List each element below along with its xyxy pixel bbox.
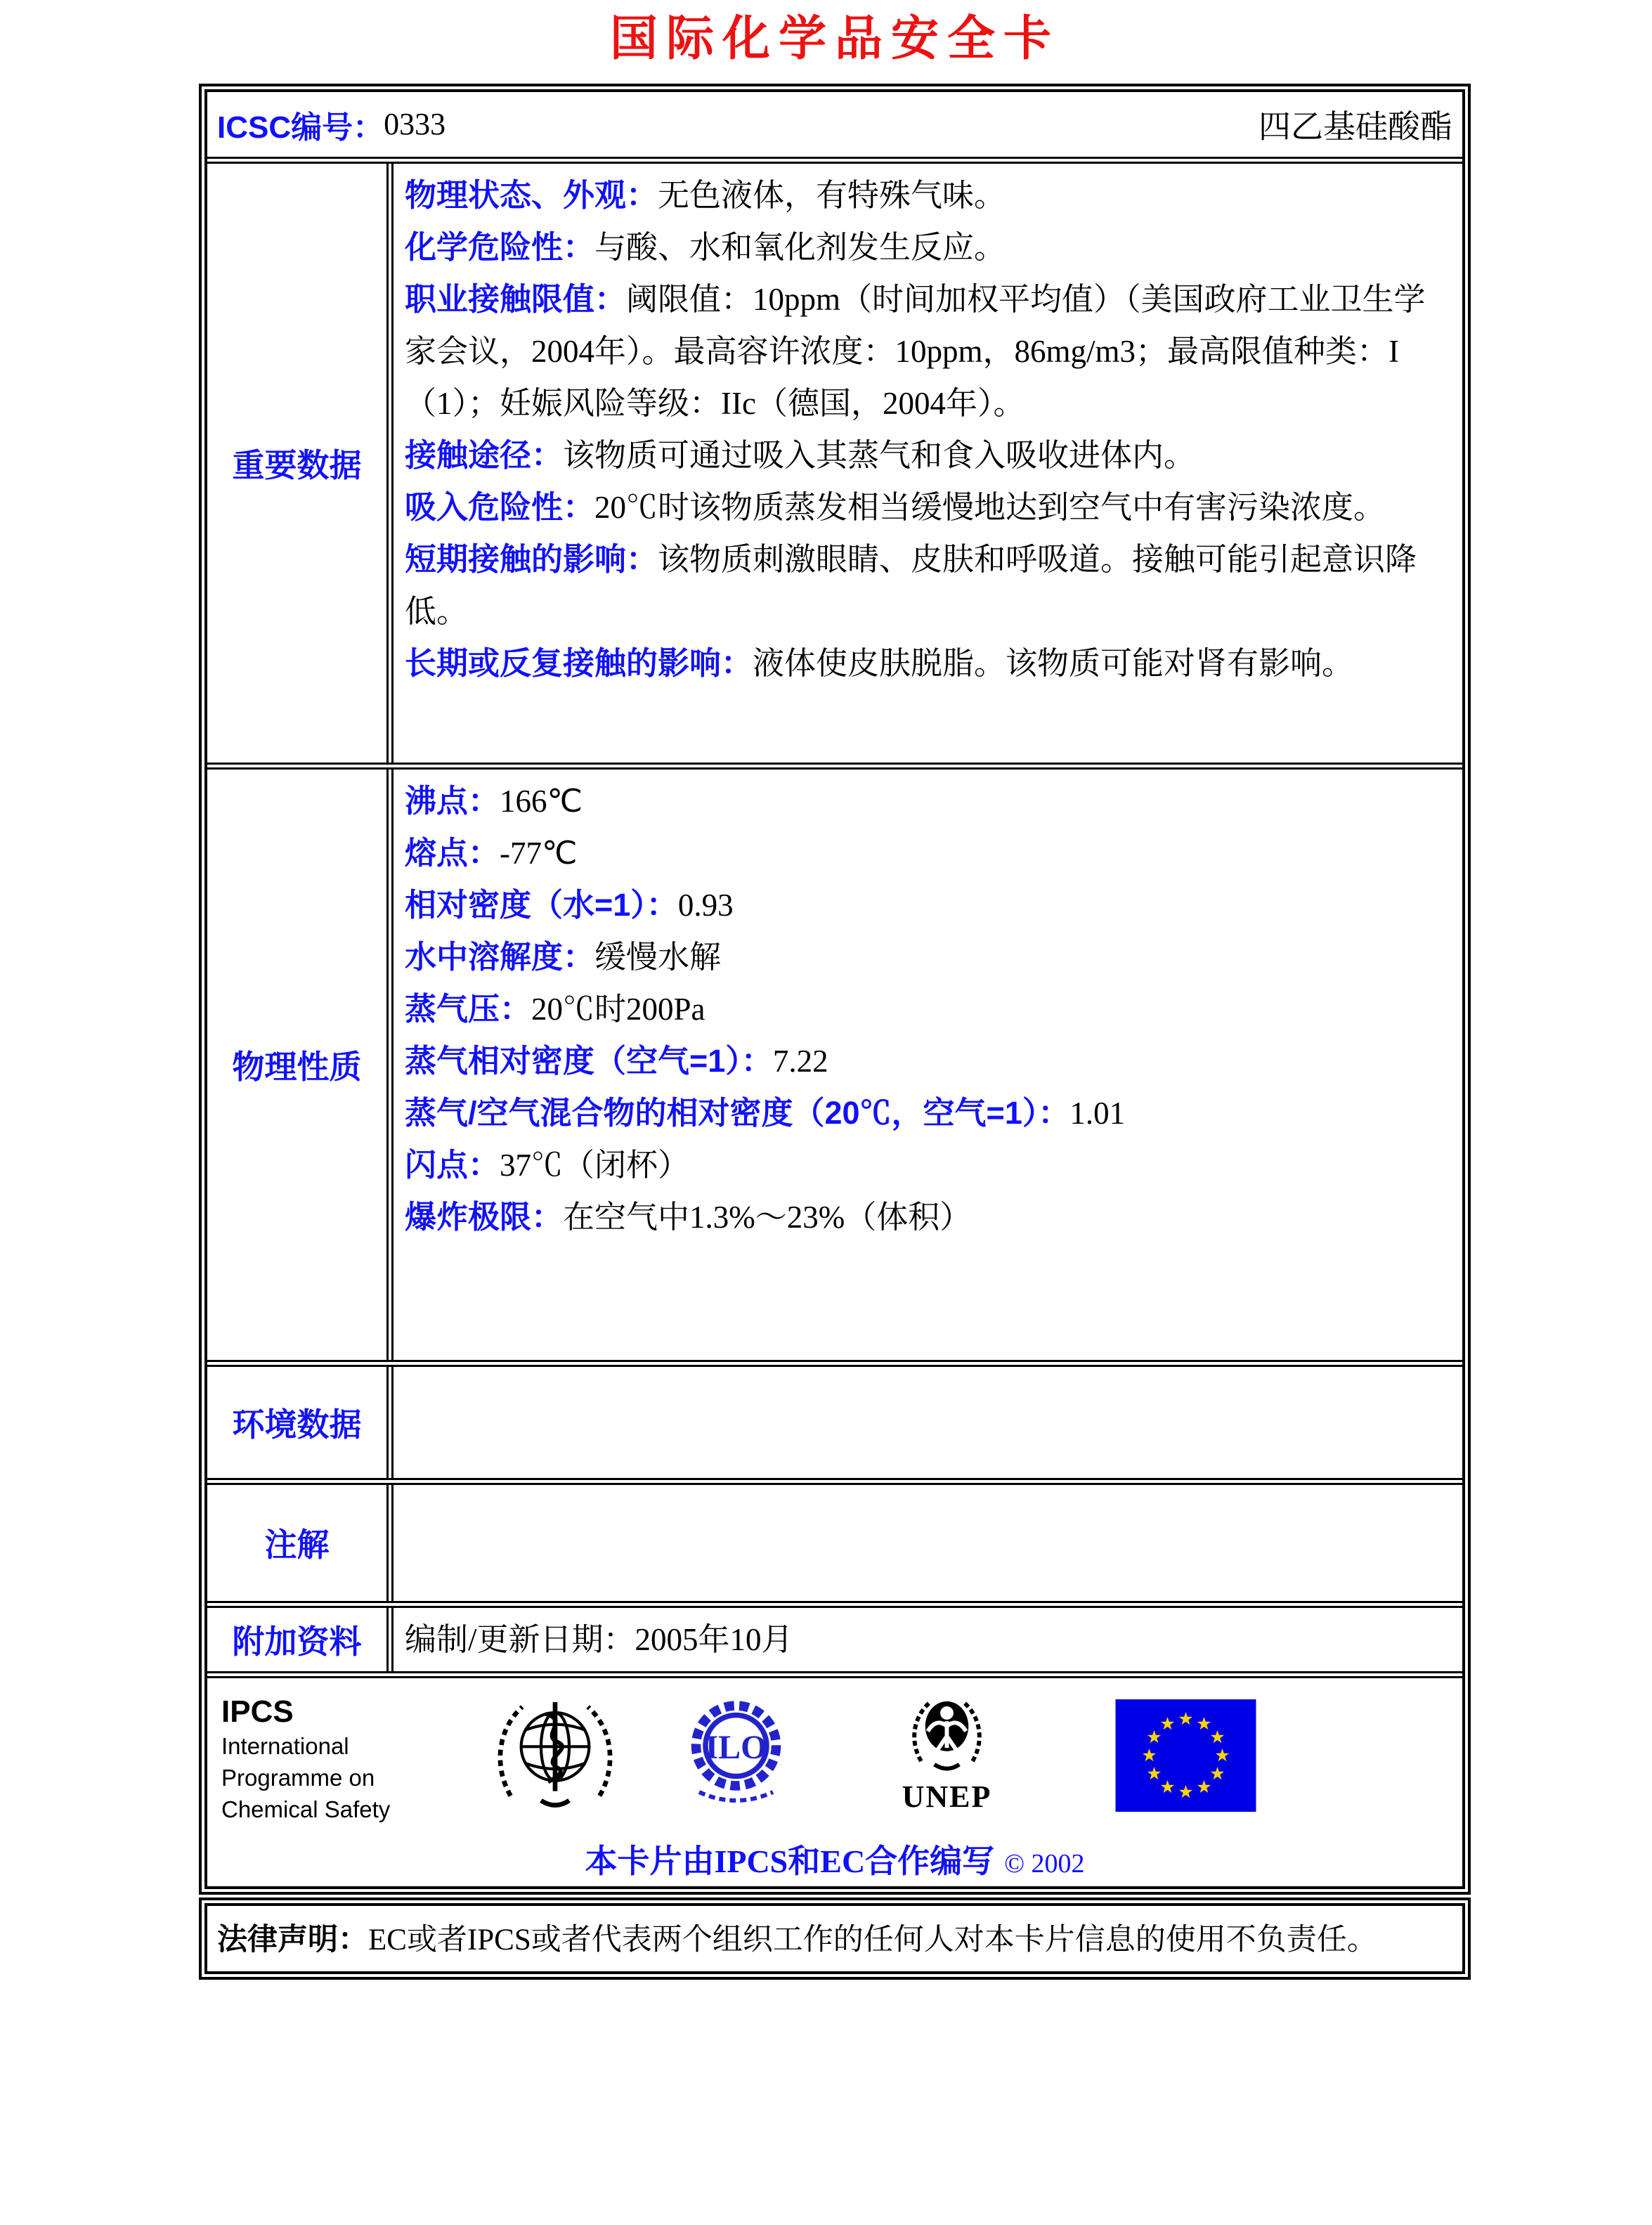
ipcs-text-block: [221, 1694, 432, 1825]
section-label-additional-info: 附加资料: [207, 1608, 394, 1671]
ipcs-title: IPCS: [221, 1694, 294, 1729]
data-item: 吸入危险性：20℃时该物质蒸发相当缓慢地达到空气中有害污染浓度。: [405, 488, 1386, 525]
logos-row: [221, 1688, 1448, 1834]
ipcs-subtitle-line: Programme on: [221, 1764, 375, 1791]
unep-label: UNEP: [902, 1779, 992, 1814]
data-item: 长期或反复接触的影响：液体使皮肤脱脂。该物质可能对肾有影响。: [405, 644, 1354, 681]
header-row: [207, 92, 1462, 157]
page-title: 国际化学品安全卡: [609, 12, 1060, 65]
ilo-logo-icon: [678, 1691, 794, 1807]
icsc-number-value: 0333: [384, 107, 446, 142]
section-content-important-data: [394, 164, 1462, 763]
data-item: 物理状态、外观：无色液体，有特殊气味。: [405, 176, 1006, 213]
footer-copyright: © 2002: [1004, 1848, 1085, 1879]
data-item: 蒸气压：20℃时200Pa: [405, 990, 705, 1027]
data-item: 蒸气相对密度（空气=1）：7.22: [405, 1042, 828, 1079]
footer-caption-text: 本卡片由IPCS和EC合作编写: [585, 1843, 995, 1879]
icsc-card: [199, 13, 1471, 1980]
section-label-important-data: 重要数据: [207, 164, 394, 763]
section-content-environmental-data: [394, 1367, 1462, 1478]
data-item: 职业接触限值：阈限值：10ppm（时间加权平均值）（美国政府工业卫生学家会议，2004年）。最高容许浓度：10ppm，86mg/m3；最高限值种类：I（1）；妊娠风险等级：IIc（德国，2004年）。: [405, 280, 1426, 421]
data-item: 短期接触的影响：该物质刺激眼睛、皮肤和呼吸道。接触可能引起意识降低。: [405, 540, 1417, 629]
data-item: 爆炸极限：在空气中1.3%～23%（体积）: [405, 1198, 972, 1235]
data-item: 水中溶解度：缓慢水解: [405, 938, 722, 975]
section-label-physical-properties: 物理性质: [207, 770, 394, 1360]
svg-text:ILO: ILO: [705, 1728, 767, 1766]
footer-caption: [221, 1836, 1448, 1882]
data-item: 接触途径：该物质可通过吸入其蒸气和食入吸收进体内。: [405, 436, 1196, 473]
section-content-notes: [394, 1485, 1462, 1601]
ipcs-subtitle-line: International: [221, 1732, 349, 1759]
section-important-data: [207, 157, 1462, 763]
legal-notice-box: [199, 1898, 1471, 1980]
data-item: 相对密度（水=1）：0.93: [405, 886, 734, 923]
data-item: 蒸气/空气混合物的相对密度（20℃，空气=1）：1.01: [405, 1094, 1126, 1131]
ipcs-subtitle-line: Chemical Safety: [221, 1796, 391, 1822]
section-label-environmental-data: 环境数据: [207, 1367, 394, 1478]
section-notes: [207, 1478, 1462, 1601]
data-item: 熔点：-77℃: [405, 834, 578, 871]
section-content-additional-info: 编制/更新日期：2005年10月: [405, 1621, 793, 1657]
section-environmental-data: [207, 1360, 1462, 1478]
eu-flag-icon: [1114, 1699, 1258, 1812]
section-label-notes: 注解: [207, 1485, 394, 1601]
icsc-table: [199, 84, 1471, 1895]
icsc-number-label: ICSC编号：: [217, 110, 384, 145]
who-logo-icon: [481, 1688, 629, 1829]
unep-logo-icon: [899, 1688, 994, 1779]
icsc-number-group: [217, 102, 445, 147]
legal-notice-label: 法律声明：: [217, 1922, 368, 1957]
section-content-physical-properties: [394, 770, 1462, 1360]
data-item: 闪点：37℃（闭杯）: [405, 1146, 690, 1183]
section-additional-info: [207, 1601, 1462, 1671]
legal-notice-text: EC或者IPCS或者代表两个组织工作的任何人对本卡片信息的使用不负责任。: [368, 1923, 1377, 1957]
chemical-name: 四乙基硅酸酯: [1258, 108, 1452, 145]
footer-cell: [207, 1678, 1462, 1886]
data-item: 化学危险性：与酸、水和氧化剂发生反应。: [405, 228, 1006, 265]
data-item: 沸点：166℃: [405, 782, 583, 819]
footer-logos-section: [207, 1671, 1462, 1886]
section-physical-properties: [207, 763, 1462, 1360]
unep-logo-block: [899, 1688, 994, 1815]
